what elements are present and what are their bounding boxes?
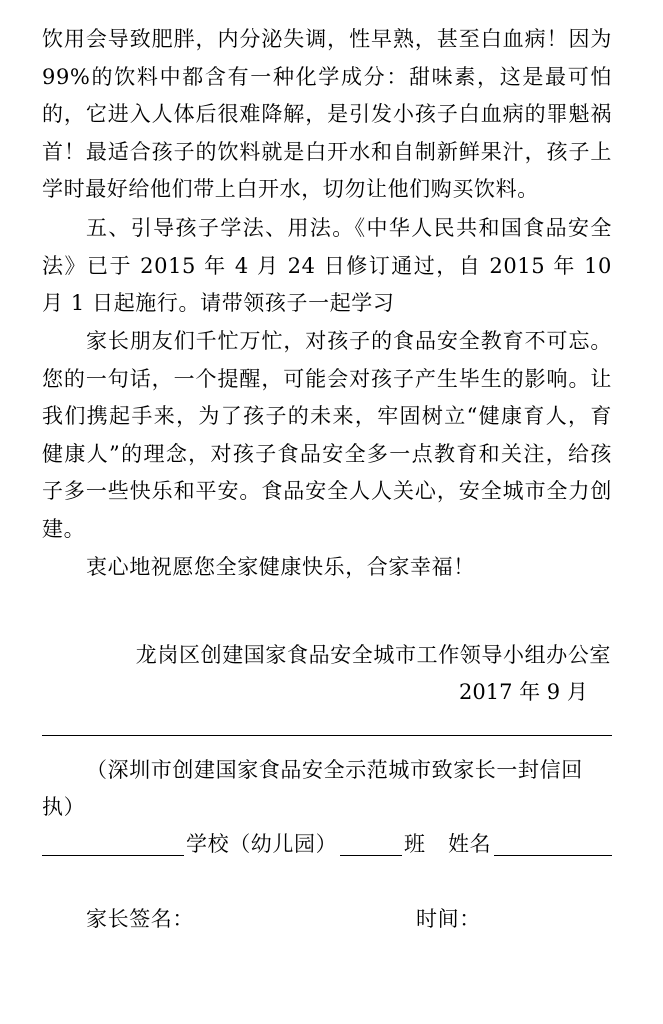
receipt-signature-row [0,905,663,935]
signature-organization: 龙岗区创建国家食品安全城市工作领导小组办公室 [135,643,611,667]
receipt-title: （深圳市创建国家食品安全示范城市致家长一封信回执） [42,758,583,819]
letter-paragraph-wishes: 衷心地祝愿您全家健康快乐，合家幸福！ [86,555,475,579]
class-label: 班 [404,832,426,856]
letter-paragraph-beverages: 饮用会导致肥胖，内分泌失调，性早熟，甚至白血病！因为99%的饮料中都含有一种化学成分：甜味素，这是最可怕的，它进入人体后很难降解，是引发小孩子白血病的罪魁祸首！最适合孩子的饮料就是白开水和自制新鲜果汁，孩子上学时最好给他们带上白开水，切勿让他们购买饮料。 [42,27,612,201]
signature-date: 2017 年 9 月 [459,680,588,704]
name-label: 姓名 [448,832,492,856]
time-label: 时间： [416,907,481,931]
letter-paragraph-law: 五、引导孩子学法、用法。《中华人民共和国食品安全法》已于 2015 年 4 月 24 日修订通过，自 2015 年 10 月 1 日起施行。请带领孩子一起学习 [42,216,612,315]
school-label: 学校（幼儿园） [186,832,338,856]
letter-paragraph-appeal: 家长朋友们千忙万忙，对孩子的食品安全教育不可忘。您的一句话，一个提醒，可能会对孩子产生毕生的影响。让我们携起手来，为了孩子的未来，牢固树立“健康育人，育健康人”的理念，对孩子食品安全多一点教育和关注，给孩子多一些快乐和平安。食品安全人人关心，安全城市全力创建。 [42,329,612,541]
receipt-divider [42,735,612,736]
parent-signature-label: 家长签名： [86,907,194,931]
class-input-blank[interactable] [340,833,402,856]
school-input-blank[interactable] [42,833,184,856]
receipt-form-row [42,830,612,860]
name-input-blank[interactable] [494,833,612,856]
